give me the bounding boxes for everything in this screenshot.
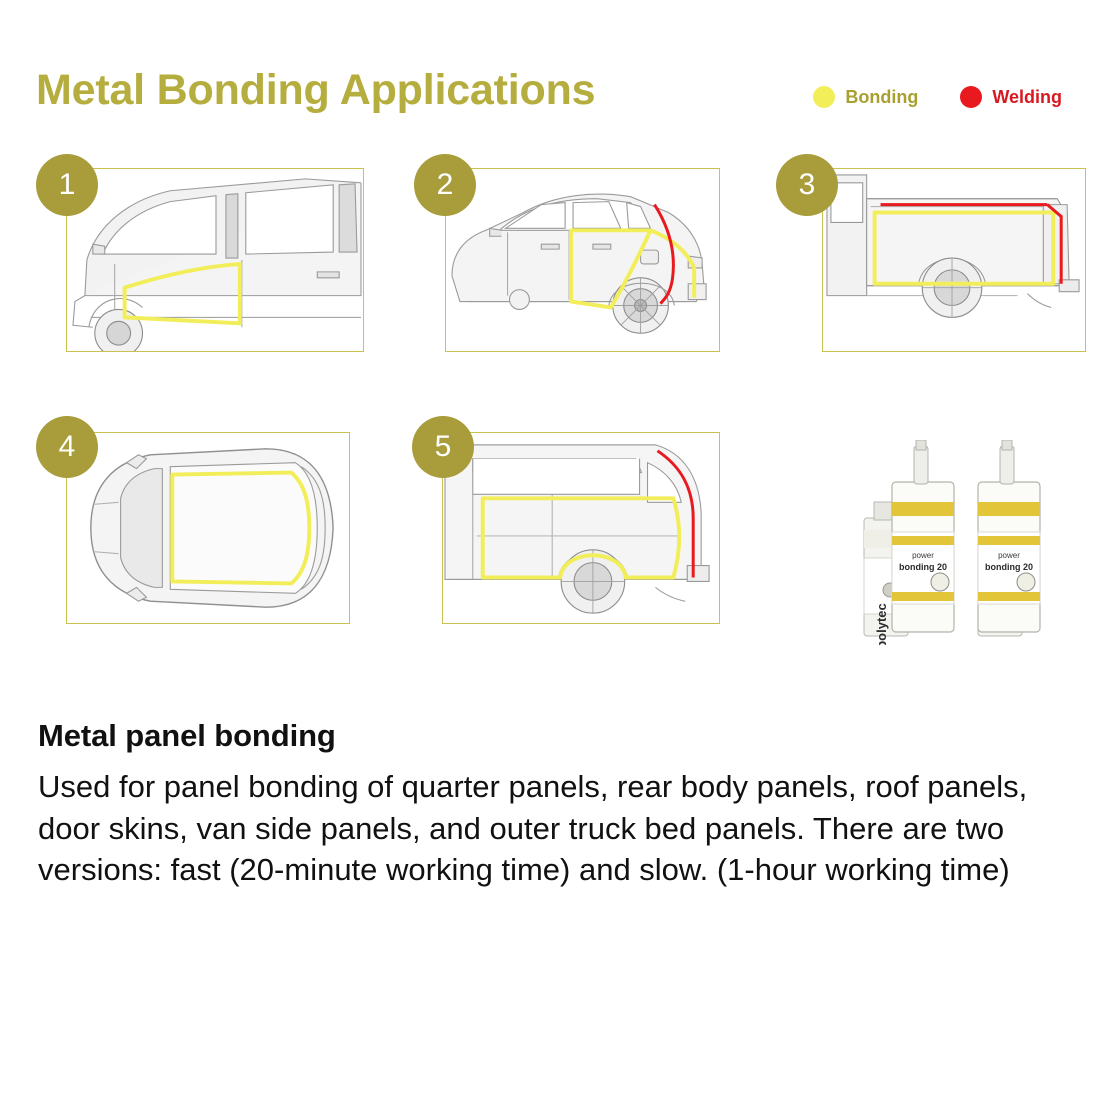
pickup-bed-illustration — [823, 169, 1085, 351]
panel-truck-bed-side — [822, 168, 1086, 352]
panel-hatchback-door-skin — [66, 168, 364, 352]
sedan-rear-quarter-illustration — [446, 169, 719, 351]
panel-roof-top-view — [66, 432, 350, 624]
svg-text:polytec: polytec — [874, 603, 889, 645]
description-heading: Metal panel bonding — [38, 718, 336, 753]
legend-item-bonding — [813, 86, 918, 108]
panel-badge-3: 3 — [776, 154, 838, 216]
legend-item-welding — [960, 86, 1062, 108]
svg-text:bonding 20: bonding 20 — [985, 562, 1033, 572]
panel-van-side-panel — [442, 432, 720, 624]
roof-topview-illustration — [67, 433, 349, 623]
legend — [813, 86, 1062, 108]
panel-sedan-quarter-panel — [445, 168, 720, 352]
legend-label-welding: Welding — [992, 86, 1062, 107]
header — [36, 66, 1064, 126]
hatchback-side-illustration — [67, 169, 363, 351]
description-block — [38, 718, 1068, 891]
svg-text:power: power — [998, 551, 1020, 560]
page-title: Metal Bonding Applications — [36, 66, 596, 114]
svg-text:power: power — [912, 551, 934, 560]
panel-badge-2: 2 — [414, 154, 476, 216]
panel-badge-4: 4 — [36, 416, 98, 478]
description-paragraph: Used for panel bonding of quarter panels, rear body panels, roof panels, door skins, van side panels, and outer truck bed panels. There are two versions: fast (20-minute working time) and slow. (1-hour working time) — [38, 769, 1028, 888]
cartridge-pair-illustration — [828, 440, 1060, 645]
red-dot-icon — [960, 86, 982, 108]
legend-label-bonding: Bonding — [845, 86, 919, 107]
svg-text:bonding 20: bonding 20 — [899, 562, 947, 572]
panel-badge-5: 5 — [412, 416, 474, 478]
van-side-illustration — [443, 433, 719, 623]
product-photo — [828, 440, 1060, 645]
panel-badge-1: 1 — [36, 154, 98, 216]
yellow-dot-icon — [813, 86, 835, 108]
